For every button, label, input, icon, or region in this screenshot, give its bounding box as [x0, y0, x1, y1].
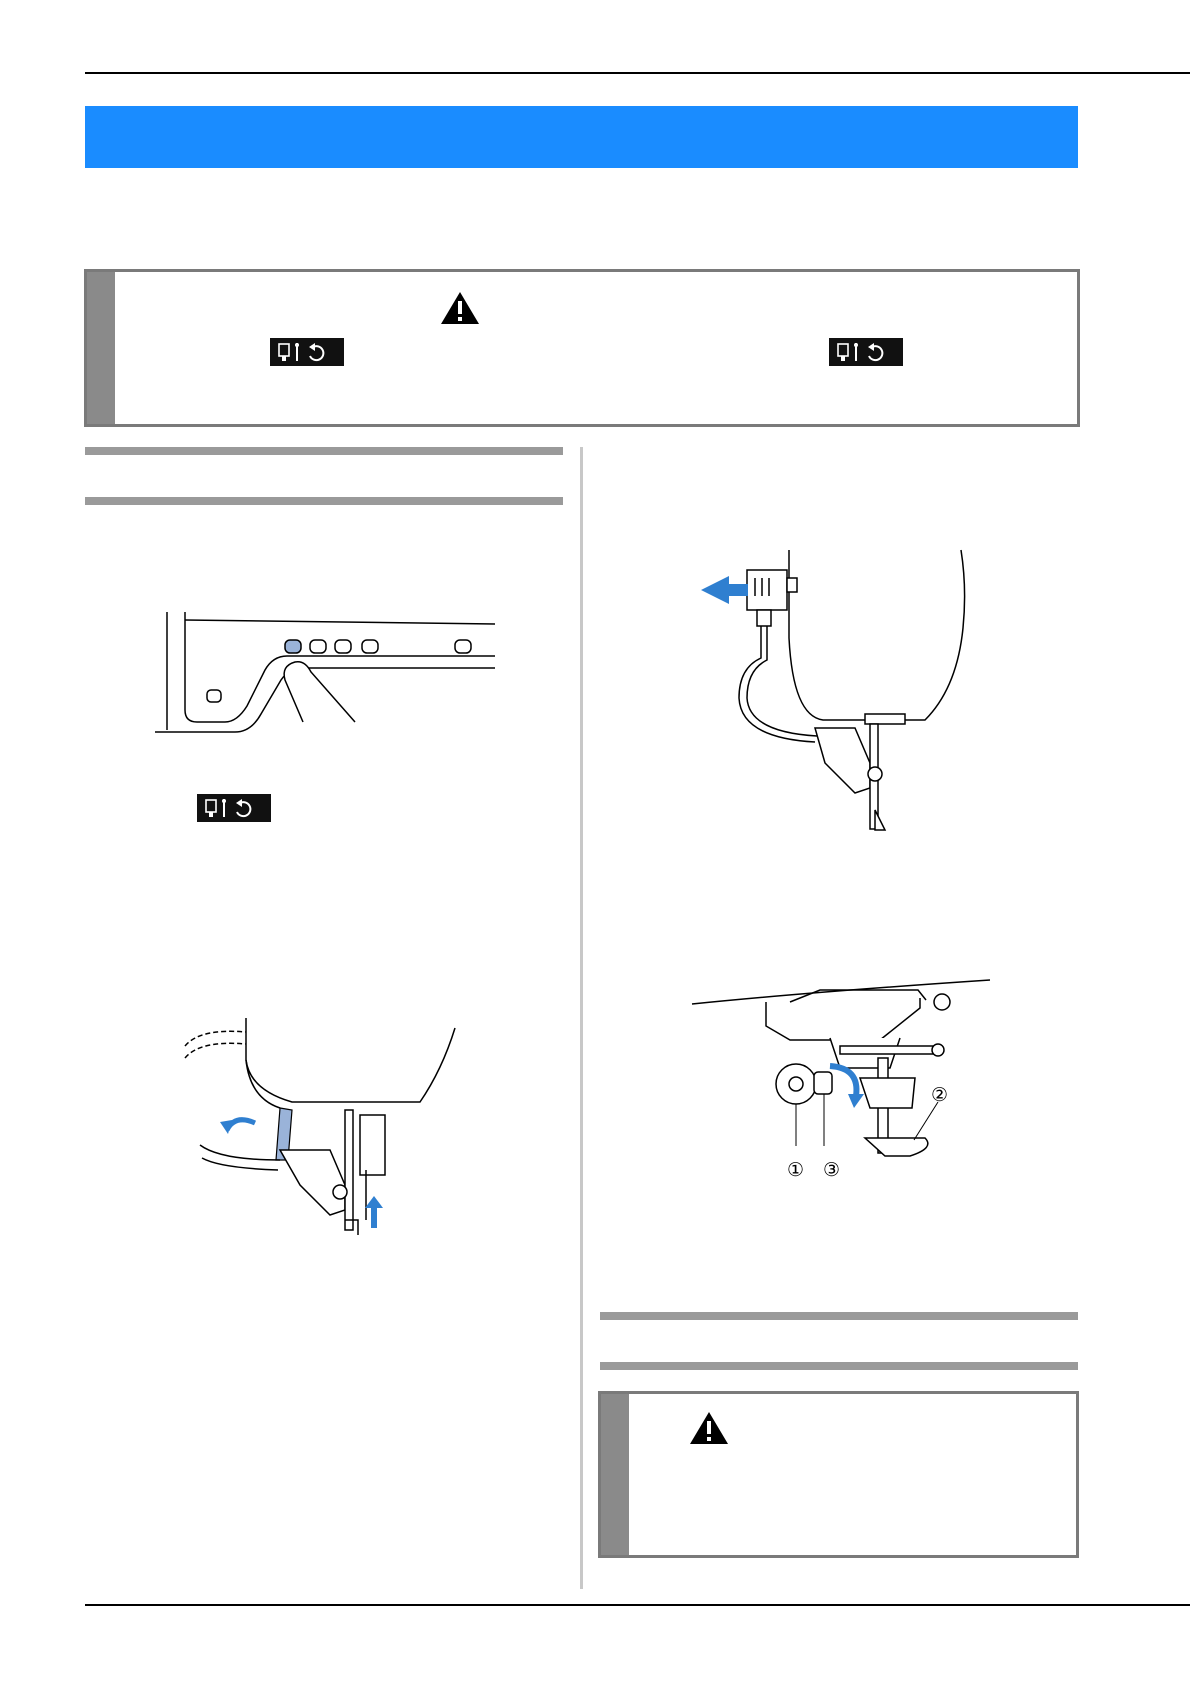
- subsection-bar-left-top: [85, 447, 563, 455]
- presser-foot-holder-illustration: [690, 978, 995, 1193]
- column-divider: [580, 447, 583, 1589]
- presser-foot-needle-exchange-key-icon: [270, 338, 344, 366]
- caution-box-bottom: [598, 1391, 1079, 1558]
- machine-buttons-illustration: [155, 610, 495, 735]
- caution-box-side-bar: [87, 272, 115, 424]
- presser-foot-needle-exchange-key-icon: [829, 338, 903, 366]
- presser-foot-needle-exchange-key-icon: [197, 794, 271, 822]
- callout-number-1: ①: [787, 1159, 805, 1181]
- warning-triangle-icon: [439, 290, 481, 326]
- section-banner: [85, 106, 1078, 168]
- warning-triangle-icon: [688, 1410, 730, 1446]
- caution-box-top: [84, 269, 1080, 427]
- subsection-bar-right-top: [600, 1312, 1078, 1320]
- footer-rule: [85, 1604, 1190, 1606]
- subsection-bar-right-bottom: [600, 1362, 1078, 1370]
- remove-foot-connector-illustration: [695, 548, 995, 833]
- caution-box-bottom-side-bar: [601, 1394, 629, 1555]
- subsection-bar-left-bottom: [85, 497, 563, 505]
- callout-number-2: ②: [931, 1084, 949, 1106]
- header-rule: [85, 72, 1190, 74]
- raise-presser-foot-illustration: [180, 1010, 470, 1235]
- callout-number-3: ③: [823, 1159, 841, 1181]
